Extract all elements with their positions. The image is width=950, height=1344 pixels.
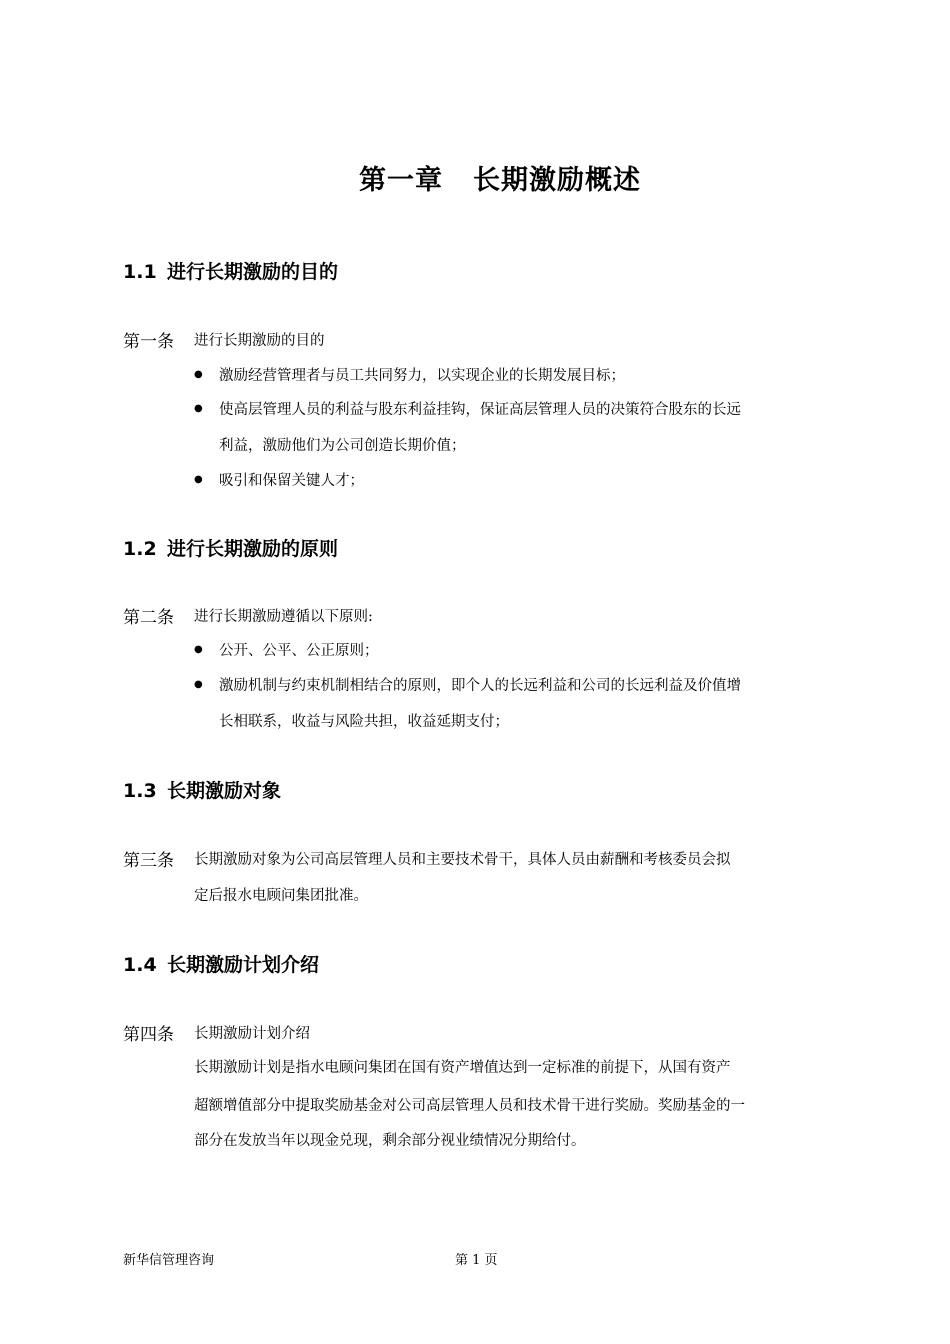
paragraph-line: 部分在发放当年以现金兑现，剩余部分视业绩情况分期给付。 — [194, 1133, 586, 1149]
chapter-name: 长期激励概述 — [473, 165, 641, 196]
article-text-continued: 定后报水电顾问集团批准。 — [194, 888, 368, 904]
list-item: 使高层管理人员的利益与股东利益挂钩，保证高层管理人员的决策符合股东的长远 — [219, 402, 741, 418]
footer-page-number: 第 1 页 — [455, 1253, 498, 1268]
article-text: 进行长期激励遵循以下原则: — [194, 609, 373, 625]
list-item-continued: 利益，激励他们为公司创造长期价值； — [219, 438, 466, 454]
bullet-icon: ● — [194, 474, 203, 485]
bullet-icon: ● — [194, 679, 203, 690]
paragraph-line: 超额增值部分中提取奖励基金对公司高层管理人员和技术骨干进行奖励。奖励基金的一 — [194, 1098, 745, 1114]
article-text: 长期激励对象为公司高层管理人员和主要技术骨干，具体人员由薪酬和考核委员会拟 — [194, 852, 731, 868]
footer-company: 新华信管理咨询 — [123, 1253, 215, 1268]
article-label: 第二条 — [123, 608, 174, 628]
paragraph-line: 长期激励计划是指水电顾问集团在国有资产增值达到一定标准的前提下，从国有资产 — [194, 1060, 731, 1076]
section-heading: 1.4 长期激励计划介绍 — [123, 954, 320, 976]
article-label: 第一条 — [123, 332, 174, 352]
bullet-icon: ● — [194, 403, 203, 414]
article-text: 进行长期激励的目的 — [194, 333, 325, 349]
section-heading: 1.3 长期激励对象 — [123, 780, 282, 802]
bullet-icon: ● — [194, 644, 203, 655]
section-heading: 1.2 进行长期激励的原则 — [123, 538, 339, 560]
list-item-continued: 长相联系，收益与风险共担，收益延期支付； — [219, 714, 509, 730]
chapter-title — [0, 158, 950, 197]
article-label: 第四条 — [123, 1025, 174, 1045]
article-label: 第三条 — [123, 851, 174, 871]
list-item: 激励经营管理者与员工共同努力，以实现企业的长期发展目标； — [219, 368, 625, 384]
chapter-label: 第一章 — [359, 165, 443, 196]
section-heading: 1.1 进行长期激励的目的 — [123, 261, 339, 283]
article-text: 长期激励计划介绍 — [194, 1026, 310, 1042]
list-item: 吸引和保留关键人才； — [219, 473, 364, 489]
list-item: 激励机制与约束机制相结合的原则，即个人的长远利益和公司的长远利益及价值增 — [219, 678, 741, 694]
list-item: 公开、公平、公正原则； — [219, 643, 379, 659]
bullet-icon: ● — [194, 369, 203, 380]
